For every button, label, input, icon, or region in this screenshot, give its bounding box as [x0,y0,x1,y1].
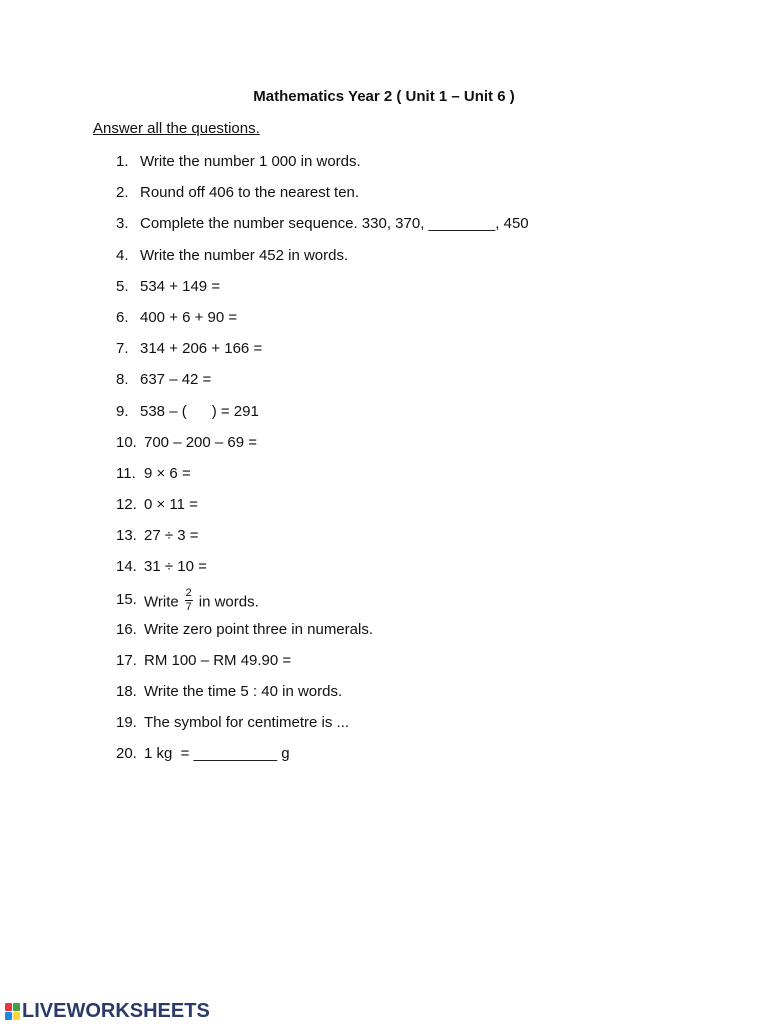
question-text: 637 – 42 = [140,371,212,389]
question-18 [116,682,529,713]
question-number: 18. [116,683,137,700]
question-text: 700 – 200 – 69 = [144,433,258,451]
question-text: 0 × 11 = [144,496,198,514]
question-text: RM 100 – RM 49.90 = [144,651,292,669]
question-number: 5. [116,277,129,295]
question-text: Write zero point three in numerals. [144,620,373,638]
question-text: 9 × 6 = [144,464,191,482]
question-number: 19. [116,714,137,732]
question-number: 1. [116,153,129,170]
question-number: 15. [116,590,137,608]
question-number: 11. [116,464,136,482]
question-text: Write the number 1 000 in words. [140,153,361,170]
question-1 [116,152,529,183]
logo-square-red [5,1003,12,1011]
question-3 [116,214,529,245]
fraction-numerator: 2 [185,586,192,599]
question-11 [116,464,529,495]
question-text: The symbol for centimetre is ... [144,714,350,732]
question-number: 16. [116,620,137,638]
question-number: 13. [116,527,137,545]
question-number: 8. [116,371,129,389]
question-list [116,152,529,776]
question-17 [116,651,529,682]
question-text: 1 kg = __________ g [144,745,290,763]
question-text: 538 – ( ) = 291 [140,402,259,420]
question-6 [116,308,529,339]
question-text: Round off 406 to the nearest ten. [140,184,360,202]
question-5 [116,277,529,308]
logo-square-blue [5,1012,12,1020]
question-9 [116,402,529,433]
question-text: 27 ÷ 3 = [144,527,199,545]
question-10 [116,433,529,464]
instruction-text: Answer all the questions. [93,120,260,137]
page-title: Mathematics Year 2 ( Unit 1 – Unit 6 ) [253,88,515,105]
question-4 [116,246,529,277]
question-number: 10. [116,433,137,451]
question-number: 4. [116,246,129,264]
logo-square-yellow [13,1012,20,1020]
question-text-after: in words. [198,593,259,611]
question-text: 31 ÷ 10 = [144,558,207,576]
question-7 [116,339,529,370]
question-16 [116,620,529,651]
question-text: Complete the number sequence. 330, 370, ________, 450 [140,215,529,233]
question-19 [116,713,529,744]
question-number: 6. [116,308,129,326]
liveworksheets-logo-icon [4,1002,20,1020]
question-number: 7. [116,340,129,358]
question-text-before: Write [144,593,179,611]
logo-text: LIVEWORKSHEETS [22,999,210,1022]
question-13 [116,526,529,557]
question-15 [116,585,529,619]
logo-square-green [13,1003,20,1011]
fraction-denominator: 7 [185,600,192,613]
question-number: 12. [116,496,137,514]
question-12 [116,495,529,526]
fraction [185,588,193,613]
question-8 [116,370,529,401]
question-text: 314 + 206 + 166 = [140,340,263,358]
question-number: 14. [116,558,137,576]
question-2 [116,183,529,214]
question-text: 400 + 6 + 90 = [140,308,238,326]
question-text [144,585,259,615]
question-number: 2. [116,184,129,202]
question-text: Write the time 5 : 40 in words. [144,683,343,700]
question-number: 3. [116,215,129,233]
question-20 [116,744,529,775]
liveworksheets-logo [4,999,210,1023]
question-number: 20. [116,745,137,763]
question-number: 17. [116,651,137,669]
question-text: 534 + 149 = [140,277,221,295]
question-text: Write the number 452 in words. [140,246,349,264]
question-number: 9. [116,402,129,420]
